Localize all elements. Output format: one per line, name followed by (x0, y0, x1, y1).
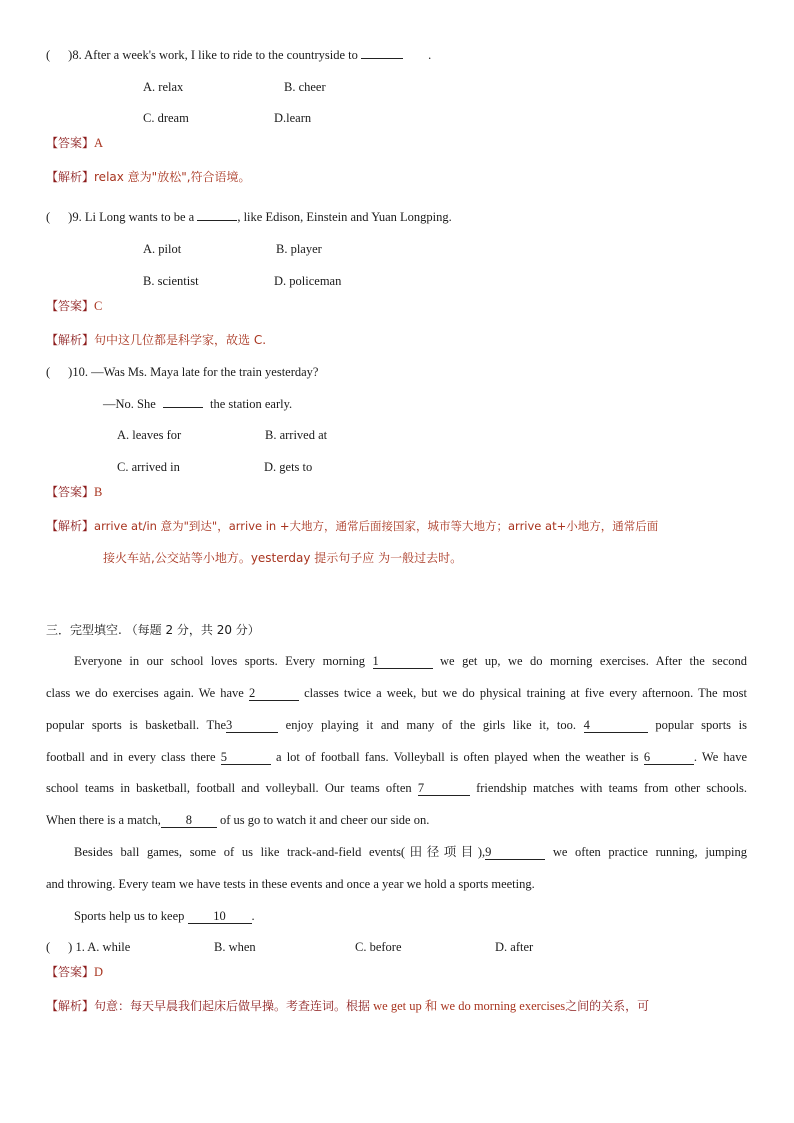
passage-line-5 (46, 780, 747, 796)
answer-value: C (94, 299, 103, 313)
reply-text: —No. She (103, 397, 156, 411)
passage-line-3 (46, 717, 747, 733)
analysis-text: arrive at/in 意为"到达"，arrive in +大地方，通常后面接国家，城市等大地方；arrive at+小地方，通常后面 (94, 519, 659, 533)
passage-blank-3[interactable]: 3 (226, 718, 278, 733)
passage-line-1 (46, 653, 747, 669)
passage-blank-2[interactable]: 2 (249, 686, 299, 701)
answer-paren-open: ( (46, 210, 51, 224)
fill-blank[interactable] (197, 220, 237, 221)
passage-line-6 (46, 812, 429, 828)
analysis-label: 【解析】 (46, 999, 95, 1013)
passage-text: . (251, 909, 255, 923)
passage-text: friendship matches with teams from other schools. (476, 781, 748, 795)
fill-blank[interactable] (163, 407, 203, 408)
answer-label: 【答案】 (46, 299, 95, 313)
section-title: 三．完型填空. （每题 2 分，共 20 分） (46, 623, 260, 637)
passage-line-2 (46, 685, 747, 701)
question-option-a: ) 1. A. while (68, 940, 131, 954)
passage-line-8: and throwing. Every team we have tests in these events and once a year we hold a sports meeting. (46, 877, 535, 891)
q10-stem (46, 364, 318, 380)
analysis-text-end: 之间的关系，可 (565, 999, 650, 1013)
passage-text: Besides ball games, some of us like track-and-field events(田径项目), (74, 845, 486, 859)
passage-line-9 (46, 908, 255, 924)
q1-analysis (46, 998, 649, 1014)
passage-text: football and in every class there (46, 750, 216, 764)
q1-option-b: B. when (214, 940, 256, 954)
q8-option-a: A. relax (143, 80, 184, 94)
analysis-label: 【解析】 (46, 333, 95, 347)
passage-text: Everyone in our school loves sports. Every morning (74, 654, 365, 668)
q8-option-d: D.learn (274, 111, 312, 125)
analysis-text: relax 意为"放松",符合语境。 (94, 170, 251, 184)
passage-text: classes twice a week, but we do physical training at five every afternoon. The most (304, 686, 747, 700)
question-text: 8. After a week's work, I like to ride to the countryside to (72, 48, 358, 62)
passage-text: Sports help us to keep (74, 909, 185, 923)
fill-blank[interactable] (361, 58, 403, 59)
q10-option-d: D. gets to (264, 460, 313, 474)
q9-option-b: B. player (276, 242, 322, 256)
analysis-label: 【解析】 (46, 170, 95, 184)
passage-text: school teams in basketball, football and volleyball. Our teams often (46, 781, 412, 795)
q10-answer (46, 484, 102, 500)
passage-text: class we do exercises again. We have (46, 686, 244, 700)
q8-option-b: B. cheer (284, 80, 326, 94)
passage-text: a lot of football fans. Volleyball is often played when the weather is (275, 750, 639, 764)
passage-line-4 (46, 749, 747, 765)
q10-analysis (46, 518, 746, 534)
passage-blank-5[interactable]: 5 (221, 750, 271, 765)
passage-text: When there is a match, (46, 813, 161, 827)
q10-option-c: C. arrived in (117, 460, 180, 474)
question-text: 9. Li Long wants to be a (72, 210, 195, 224)
q9-option-d: D. policeman (274, 274, 342, 288)
q9-analysis (46, 332, 266, 348)
answer-paren-close: ) (68, 210, 73, 224)
question-text-end: , like Edison, Einstein and Yuan Longping. (237, 210, 452, 224)
passage-text: we get up, we do morning exercises. After the second (440, 654, 747, 668)
q10-analysis-cont: 接火车站,公交站等小地方。yesterday 提示句子应 为一般过去时。 (103, 551, 463, 565)
answer-paren-open: ( (46, 365, 51, 379)
question-text: 10. —Was Ms. Maya late for the train yesterday? (72, 365, 319, 379)
q1-answer (46, 964, 103, 980)
passage-text: popular sports is (655, 718, 748, 732)
answer-paren-open: ( (46, 940, 51, 954)
answer-value: A (94, 136, 104, 150)
passage-blank-1[interactable]: 1 (373, 654, 433, 669)
q9-answer (46, 298, 102, 314)
reply-text-end: the station early. (210, 397, 293, 411)
passage-text: of us go to watch it and cheer our side on. (220, 813, 430, 827)
q9-option-c: B. scientist (143, 274, 199, 288)
q1-option-d: D. after (495, 940, 534, 954)
q8-answer (46, 135, 103, 151)
passage-line-7 (46, 844, 747, 860)
q10-option-b: B. arrived at (265, 428, 328, 442)
analysis-text-en: we get up 和 we do morning exercises (373, 999, 566, 1013)
answer-value: B (94, 485, 103, 499)
answer-label: 【答案】 (46, 965, 95, 979)
answer-paren-close: ) (68, 365, 73, 379)
q8-option-c: C. dream (143, 111, 189, 125)
analysis-text: 句中这几位都是科学家，故选 C. (94, 333, 267, 347)
passage-blank-4[interactable]: 4 (584, 718, 648, 733)
q8-analysis (46, 169, 251, 185)
answer-label: 【答案】 (46, 485, 95, 499)
passage-blank-10[interactable]: 10 (188, 909, 252, 924)
analysis-label: 【解析】 (46, 519, 95, 533)
analysis-text: 句意：每天早晨我们起床后做早操。考查连词。根据 (94, 999, 371, 1013)
q9-stem (46, 209, 452, 225)
question-text-end: . (428, 48, 432, 62)
passage-blank-8[interactable]: 8 (161, 813, 217, 828)
passage-blank-9[interactable]: 9 (485, 845, 545, 860)
answer-paren-open: ( (46, 48, 51, 62)
passage-text: we often practice running, jumping (552, 845, 747, 859)
passage-text: popular sports is basketball. The (46, 718, 226, 732)
answer-value: D (94, 965, 104, 979)
q1-stem (46, 939, 130, 955)
passage-text: . We have (693, 750, 748, 764)
q1-option-c: C. before (355, 940, 402, 954)
q10-option-a: A. leaves for (117, 428, 182, 442)
passage-blank-7[interactable]: 7 (418, 781, 470, 796)
q9-option-a: A. pilot (143, 242, 182, 256)
passage-blank-6[interactable]: 6 (644, 750, 694, 765)
passage-text: enjoy playing it and many of the girls like it, too. (285, 718, 577, 732)
q10-reply (103, 396, 292, 412)
answer-paren-close: ) (68, 48, 73, 62)
q8-stem (46, 47, 431, 63)
answer-label: 【答案】 (46, 136, 95, 150)
